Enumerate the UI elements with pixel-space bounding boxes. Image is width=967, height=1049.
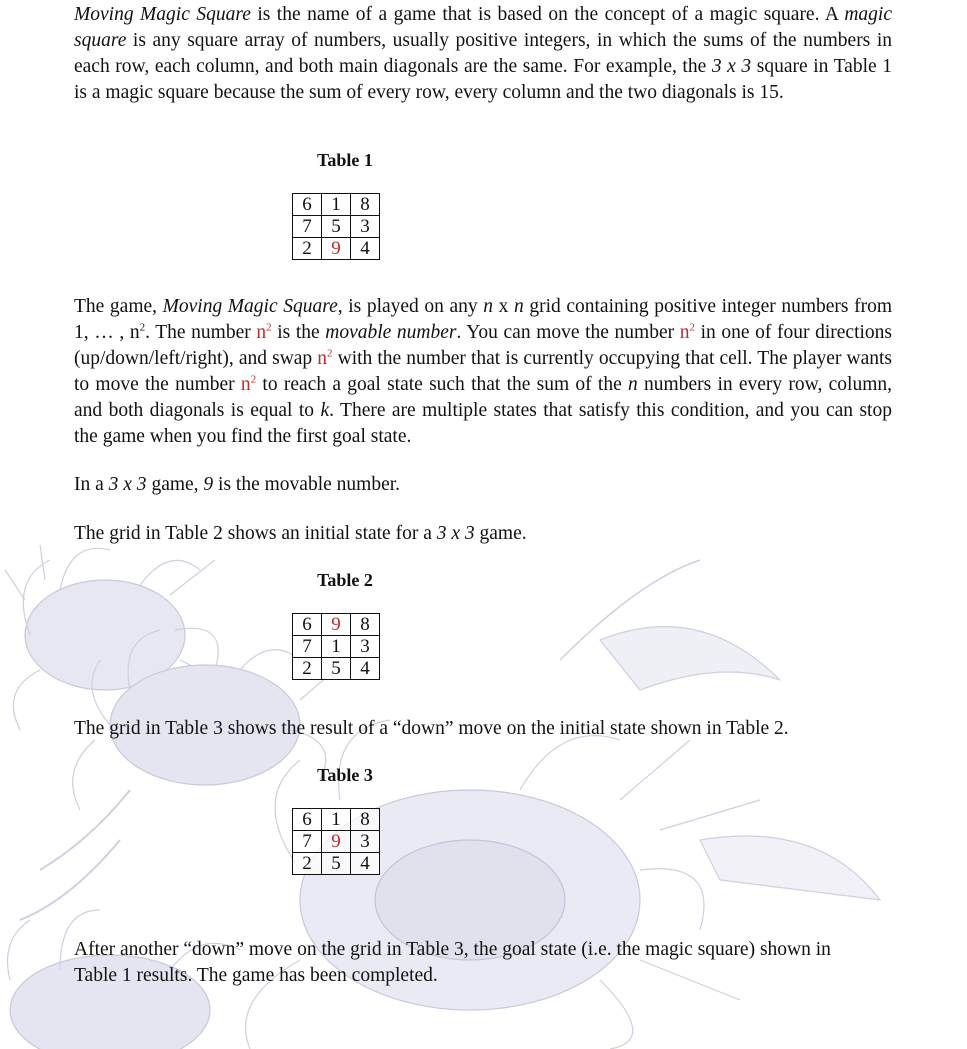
table-row [293,614,380,636]
table-cell: 3 [351,216,380,238]
table-cell: 8 [351,194,380,216]
movable-number-cell: 9 [322,238,351,260]
table-cell: 8 [351,809,380,831]
table-cell: 2 [293,658,322,680]
movable-number-cell: 9 [322,614,351,636]
table-cell: 1 [322,636,351,658]
movable-number-line: In a 3 x 3 game, 9 is the movable number. [74,474,401,495]
table-row [293,853,380,875]
table-cell: 1 [322,194,351,216]
table-cell: 4 [351,238,380,260]
table2-caption: Table 2 [317,570,373,590]
table-cell: 4 [351,658,380,680]
movable-number-cell: 9 [322,831,351,853]
table-row [293,216,380,238]
table-cell: 5 [322,216,351,238]
table-cell: 2 [293,238,322,260]
table-cell: 3 [351,831,380,853]
table-cell: 7 [293,636,322,658]
intro-paragraph: Moving Magic Square is the name of a game that is based on the concept of a magic square. A magic square is any square array of numbers, usually positive integers, in which the sums of the numbers in each row, each column, and both main diagonals are the same. For example, the 3 x 3 square in Table 1 is a magic square because the sum of every row, every column and the two diagonals is 15. [74,4,892,103]
table-cell: 3 [351,636,380,658]
table-cell: 5 [322,853,351,875]
table1-caption: Table 1 [317,150,373,170]
table1-grid [292,193,380,260]
table-cell: 1 [322,809,351,831]
table-cell: 6 [293,194,322,216]
table-row [293,809,380,831]
table-cell: 7 [293,831,322,853]
table-cell: 4 [351,853,380,875]
final-paragraph: After another “down” move on the grid in Table 3, the goal state (i.e. the magic square) shown in Table 1 results. The game has been completed. [74,939,831,986]
table-cell: 6 [293,614,322,636]
table-cell: 7 [293,216,322,238]
table3-grid [292,808,380,875]
table-cell: 6 [293,809,322,831]
table-row [293,238,380,260]
table3-caption: Table 3 [317,765,373,785]
table2-grid [292,613,380,680]
table-cell: 5 [322,658,351,680]
table-row [293,636,380,658]
rules-paragraph: The game, Moving Magic Square, is played on any n x n grid containing positive integer numbers from 1, … , $n^2$. The number $n^2$ is the movable number. You can move the number $n^2$ in one of four directions (up/down/left/right), and swap $n^2$ with the number that is currently occupying that cell. The player wants to move the number $n^2$ to reach a goal state such that the sum of the n numbers in every row, column, and both diagonals is equal to k. There are multiple states that satisfy this condition, and you can stop the game when you find the first goal state. [74,296,893,447]
table-row [293,831,380,853]
down-move-line: The grid in Table 3 shows the result of a “down” move on the initial state shown in Table 2. [74,718,789,739]
table-row [293,658,380,680]
initial-state-line: The grid in Table 2 shows an initial state for a 3 x 3 game. [74,523,527,544]
table-cell: 2 [293,853,322,875]
table-row [293,194,380,216]
table-cell: 8 [351,614,380,636]
